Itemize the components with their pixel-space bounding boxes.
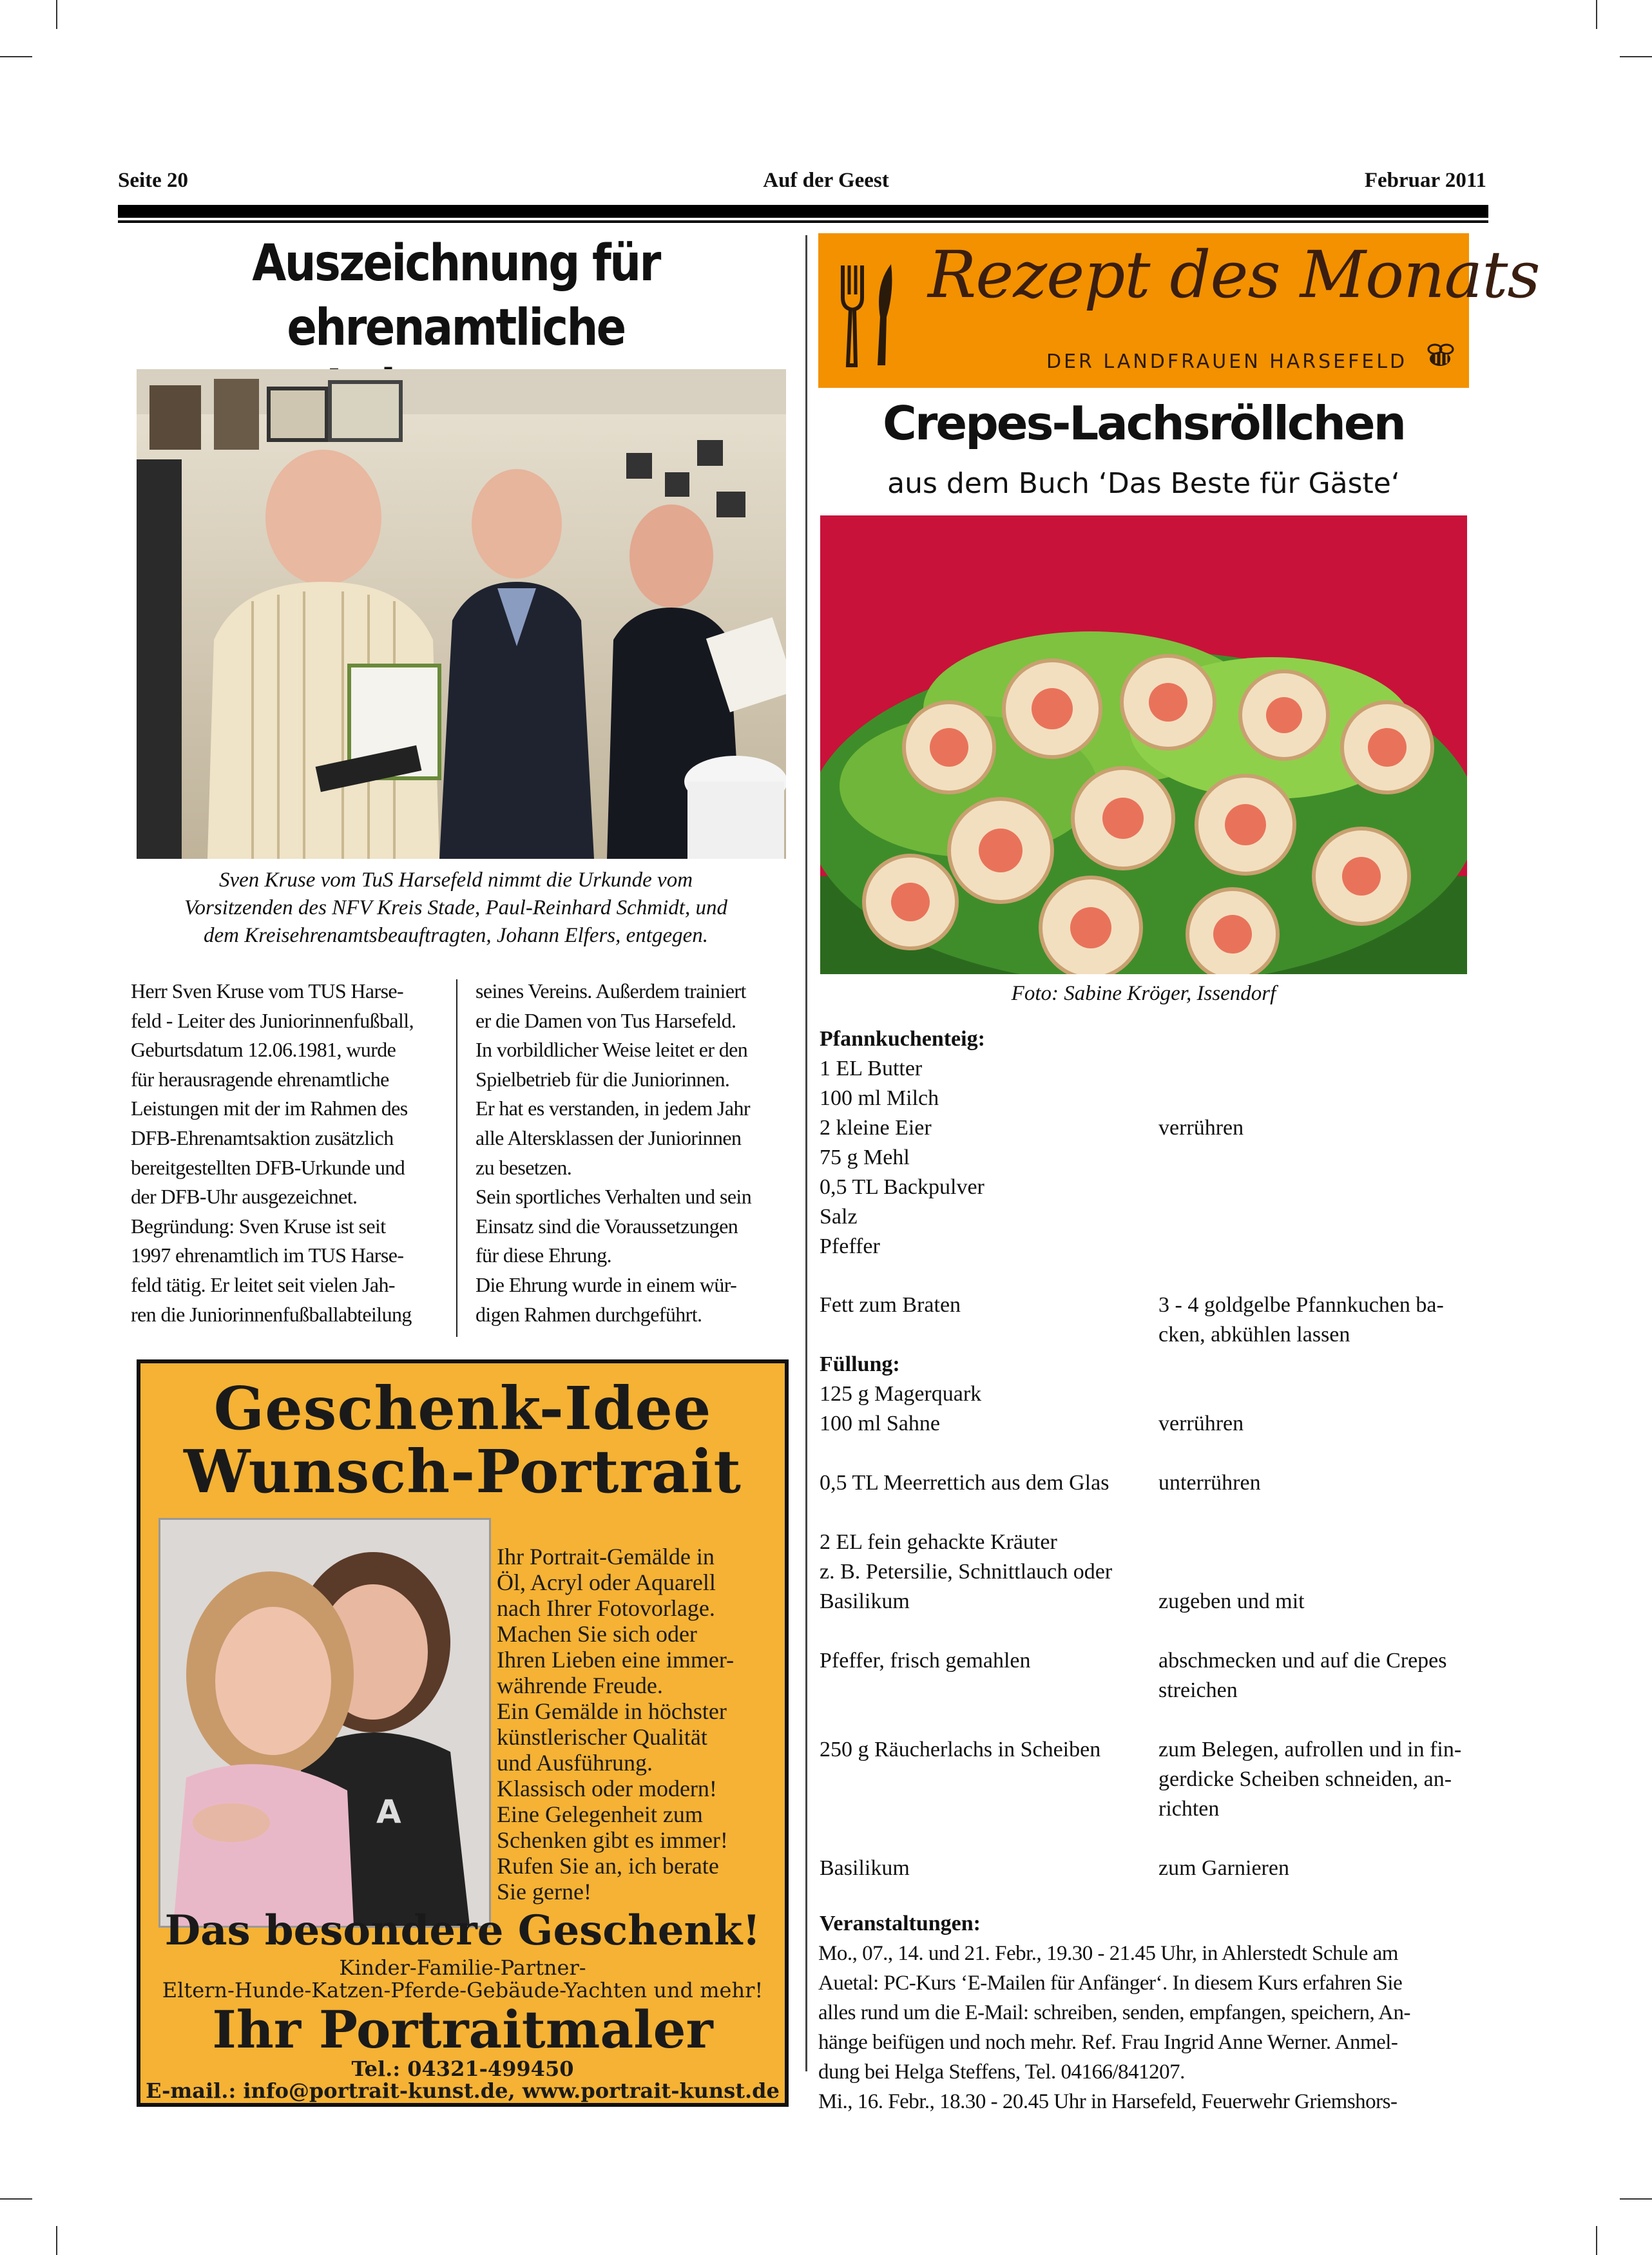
header-rule	[118, 205, 1488, 218]
ad-text-line: Sie gerne!	[497, 1879, 591, 1905]
ad-text-line: Ihren Lieben eine immer-	[497, 1647, 735, 1673]
ad-text-line: Klassisch oder modern!	[497, 1776, 717, 1801]
ingredient: Basilikum	[820, 1856, 910, 1880]
award-photo	[137, 369, 786, 859]
instruction: gerdicke Scheiben schneiden, an-	[1158, 1767, 1452, 1791]
text-line: DFB-Ehrenamtsaktion zusätzlich	[131, 1126, 394, 1149]
text-line: Die Ehrung wurde in einem wür-	[475, 1272, 737, 1296]
dough-heading: Pfannkuchenteig:	[820, 1027, 985, 1051]
text-line: Einsatz sind die Voraussetzungen	[475, 1214, 738, 1238]
ad-phone: Tel.: 04321-499450	[351, 2057, 574, 2081]
crop-mark	[56, 0, 57, 29]
ad-portrait-painting	[158, 1518, 491, 1928]
text-line: bereitgestellten DFB-Urkunde und	[131, 1155, 405, 1179]
ad-text-line: Rufen Sie an, ich berate	[497, 1853, 719, 1879]
text-line: 1997 ehrenamtlich im TUS Harse-	[131, 1243, 404, 1267]
issue-date: Februar 2011	[1364, 169, 1486, 192]
crop-mark	[1620, 56, 1652, 57]
text-line: zu besetzen.	[475, 1155, 572, 1179]
text-line: Begründung: Sven Kruse ist seit	[131, 1214, 386, 1238]
ad-text-line: Eine Gelegenheit zum	[497, 1801, 703, 1827]
crop-mark	[1596, 0, 1597, 29]
text-line: feld - Leiter des Juniorinnenfußball,	[131, 1008, 414, 1032]
instruction: zugeben und mit	[1158, 1589, 1305, 1613]
caption-line: Vorsitzenden des NFV Kreis Stade, Paul-Reinhard Schmidt, und	[184, 896, 727, 919]
ingredient: 2 kleine Eier	[820, 1116, 932, 1140]
portrait-advertisement	[137, 1359, 789, 2107]
instruction: zum Garnieren	[1158, 1856, 1289, 1880]
event-line: Auetal: PC-Kurs ‘E-Mailen für Anfänger‘. In diesem Kurs erfahren Sie	[818, 1972, 1403, 1995]
crop-mark	[0, 2198, 32, 2200]
text-line: Spielbetrieb für die Juniorinnen.	[475, 1067, 730, 1091]
text-line: Herr Sven Kruse vom TUS Harse-	[131, 979, 404, 1003]
instruction: streichen	[1158, 1678, 1238, 1702]
ingredient: 0,5 TL Backpulver	[820, 1175, 984, 1199]
text-line: Sein sportliches Verhalten und sein	[475, 1185, 752, 1209]
newspaper-name: Auf der Geest	[763, 169, 889, 192]
ingredient: 2 EL fein gehackte Kräuter	[820, 1530, 1057, 1554]
ingredient: 250 g Räucherlachs in Scheiben	[820, 1738, 1101, 1761]
instruction: unterrühren	[1158, 1471, 1261, 1495]
ingredient: 0,5 TL Meerrettich aus dem Glas	[820, 1471, 1109, 1495]
ad-brand: Ihr Portraitmaler	[212, 1999, 713, 2060]
ingredient: Salz	[820, 1205, 858, 1229]
text-line: In vorbildlicher Weise leitet er den	[475, 1038, 748, 1062]
event-line: hänge beifügen und noch mehr. Ref. Frau Ingrid Anne Werner. Anmel-	[818, 2031, 1398, 2054]
ad-title-line1: Geschenk-Idee	[213, 1374, 712, 1443]
text-line: feld tätig. Er leitet seit vielen Jah-	[131, 1272, 395, 1296]
text-line: für herausragende ehrenamtliche	[131, 1067, 389, 1091]
ingredient: 75 g Mehl	[820, 1146, 910, 1169]
text-line: Er hat es verstanden, in jedem Jahr	[475, 1097, 750, 1120]
article-column-1	[131, 977, 447, 1329]
ad-text-line: künstlerischer Qualität	[497, 1724, 707, 1750]
photo-caption	[129, 867, 783, 950]
ad-text-line: währende Freude.	[497, 1673, 663, 1698]
header-rule-thin	[118, 220, 1488, 223]
instruction: richten	[1158, 1797, 1220, 1821]
text-line: alle Altersklassen der Juniorinnen	[475, 1126, 742, 1149]
ad-slogan: Das besondere Geschenk!	[164, 1906, 761, 1955]
caption-line: dem Kreisehrenamtsbeauftragten, Johann Elfers, entgegen.	[204, 924, 708, 947]
ingredient: Fett zum Braten	[820, 1293, 961, 1317]
article-headline-line2: ehrenamtliche	[287, 299, 625, 357]
event-line: Mi., 16. Febr., 18.30 - 20.45 Uhr in Harsefeld, Feuerwehr Griemshors-	[818, 2090, 1397, 2113]
ingredient: 125 g Magerquark	[820, 1382, 982, 1406]
caption-line: Sven Kruse vom TuS Harsefeld nimmt die Urkunde vom	[218, 868, 693, 892]
crop-mark	[1620, 2198, 1652, 2200]
instruction: verrühren	[1158, 1116, 1244, 1140]
text-line: Geburtsdatum 12.06.1981, wurde	[131, 1038, 396, 1062]
ad-subjects-line2: Eltern-Hunde-Katzen-Pferde-Gebäude-Yachten und mehr!	[162, 1978, 764, 2002]
ingredient: Pfeffer	[820, 1234, 880, 1258]
ad-text-line: und Ausführung.	[497, 1750, 653, 1776]
ingredient: z. B. Petersilie, Schnittlauch oder	[820, 1560, 1113, 1584]
instruction: 3 - 4 goldgelbe Pfannkuchen ba-	[1158, 1293, 1444, 1317]
recipe-banner-title: Rezept des Monats	[928, 237, 1540, 312]
bee-icon	[1421, 336, 1459, 375]
ad-text-line: Machen Sie sich oder	[497, 1621, 697, 1647]
event-line: dung bei Helga Steffens, Tel. 04166/841207.	[818, 2060, 1185, 2084]
crop-mark	[56, 2226, 57, 2255]
filling-heading: Füllung:	[820, 1352, 900, 1376]
ad-text-line: Schenken gibt es immer!	[497, 1827, 728, 1853]
instruction: cken, abkühlen lassen	[1158, 1323, 1350, 1347]
ad-text-line: nach Ihrer Fotovorlage.	[497, 1595, 715, 1621]
ingredient: 100 ml Milch	[820, 1086, 939, 1110]
text-line: für diese Ehrung.	[475, 1243, 612, 1267]
instruction: zum Belegen, aufrollen und in fin-	[1158, 1738, 1462, 1761]
event-line: Mo., 07., 14. und 21. Febr., 19.30 - 21.45 Uhr, in Ahlerstedt Schule am	[818, 1942, 1398, 1965]
event-line: alles rund um die E-Mail: schreiben, senden, empfangen, speichern, An-	[818, 2001, 1410, 2024]
recipe-photo	[820, 515, 1467, 974]
text-line: er die Damen von Tus Harsefeld.	[475, 1008, 736, 1032]
text-line: Leistungen mit der im Rahmen des	[131, 1097, 408, 1120]
text-line: der DFB-Uhr ausgezeichnet.	[131, 1185, 358, 1209]
ingredient: 100 ml Sahne	[820, 1412, 940, 1435]
ad-text-line: Ein Gemälde in höchster	[497, 1698, 727, 1724]
page-number: Seite 20	[118, 169, 189, 192]
ad-text-line: Öl, Acryl oder Aquarell	[497, 1569, 716, 1595]
text-line: ren die Juniorinnenfußballabteilung	[131, 1302, 412, 1326]
column-divider	[805, 235, 807, 2071]
ad-subjects-line1: Kinder-Familie-Partner-	[339, 1955, 586, 1980]
svg-text:A: A	[376, 1793, 401, 1830]
recipe-banner	[818, 233, 1540, 388]
ad-title-line2: Wunsch-Portrait	[184, 1437, 742, 1506]
ingredient: Pfeffer, frisch gemahlen	[820, 1649, 1031, 1673]
cutlery-icon	[830, 259, 907, 369]
article-headline-line1: Auszeichnung für	[252, 235, 660, 293]
text-line: digen Rahmen durchgeführt.	[475, 1302, 702, 1326]
crop-mark	[0, 56, 32, 57]
text-column-divider	[456, 979, 457, 1337]
instruction: verrühren	[1158, 1412, 1244, 1435]
ad-text-line: Ihr Portrait-Gemälde in	[497, 1544, 715, 1569]
instruction: abschmecken und auf die Crepes	[1158, 1649, 1447, 1673]
events-text	[818, 1939, 1469, 2116]
recipe-subtitle: aus dem Buch ‘Das Beste für Gäste‘	[887, 467, 1400, 500]
article-column-2	[475, 977, 791, 1329]
events-heading: Veranstaltungen:	[820, 1912, 981, 1935]
crop-mark	[1596, 2226, 1597, 2255]
photo-credit: Foto: Sabine Kröger, Issendorf	[1011, 982, 1276, 1005]
ad-description	[497, 1544, 734, 1905]
text-line: seines Vereins. Außerdem trainiert	[475, 979, 746, 1003]
ad-contact: E-mail.: info@portrait-kunst.de, www.portrait-kunst.de	[146, 2078, 780, 2103]
ingredient: Basilikum	[820, 1589, 910, 1613]
ingredient: 1 EL Butter	[820, 1057, 923, 1080]
recipe-banner-subtitle: DER LANDFRAUEN HARSEFELD	[1046, 350, 1408, 373]
recipe-title: Crepes-Lachsröllchen	[883, 396, 1405, 450]
